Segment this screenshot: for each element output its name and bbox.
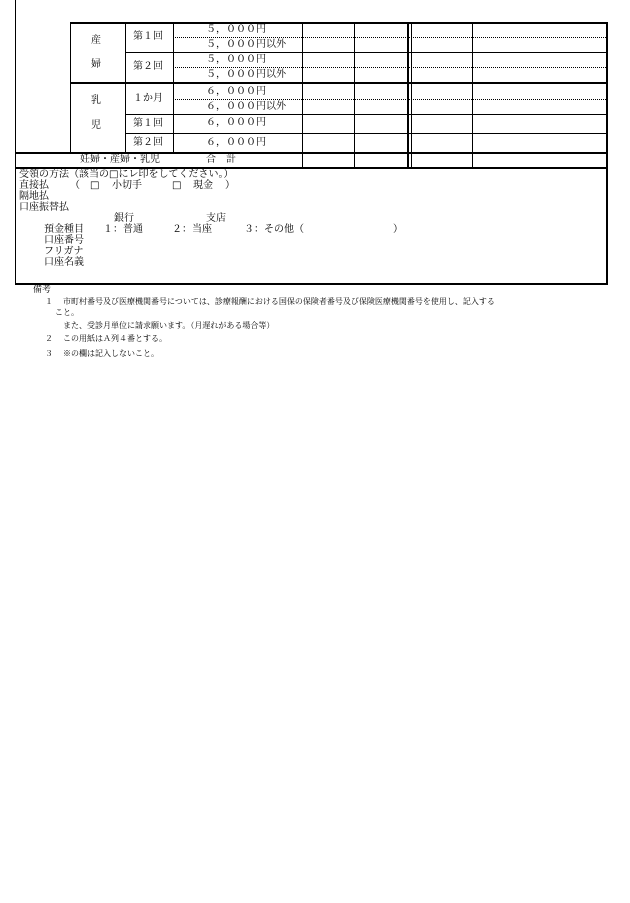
bank-label: 銀行	[114, 213, 134, 224]
account-name-label: 口座名義	[44, 257, 84, 268]
direct-payment-label: 直接払	[19, 180, 49, 191]
note-number: １	[45, 297, 53, 306]
cash-checkbox[interactable]: □	[172, 180, 182, 191]
paren-open: （	[70, 180, 80, 191]
row-line-nyuji-1	[125, 114, 606, 115]
notes-heading: 備考	[33, 285, 52, 295]
visit-label: 第１回	[133, 118, 163, 129]
sub-row-divider	[173, 37, 606, 38]
row-line-sanpu-end	[70, 82, 608, 84]
note-1-text-continued: こと。	[55, 308, 79, 317]
amount-label: ５，０００円以外	[206, 69, 286, 80]
nyuji-label-bottom: 児	[91, 120, 101, 131]
visit-label: 第２回	[133, 137, 163, 148]
check-checkbox[interactable]: □	[90, 180, 100, 191]
row-line-sanpu-mid	[125, 52, 606, 53]
col-line-3	[407, 22, 409, 168]
account-type-label: 預金種目	[44, 224, 84, 235]
col-line-5	[472, 22, 473, 168]
col-line-1	[302, 22, 303, 168]
cash-label: 現金	[193, 180, 213, 191]
sanpu-label-top: 産	[91, 35, 101, 46]
amount-label: ５，０００円	[206, 54, 266, 65]
remote-payment-label: 隔地払	[19, 191, 49, 202]
note-number: ３	[45, 349, 53, 358]
row-line-top	[70, 22, 608, 24]
amount-label: ５，０００円	[206, 24, 266, 35]
row-line-box-bottom	[15, 283, 608, 285]
col-line-category	[70, 22, 71, 153]
note-number: ２	[45, 334, 53, 343]
transfer-payment-label: 口座振替払	[19, 202, 69, 213]
account-type-current: ２：当座	[172, 224, 212, 235]
total-label: 妊婦・産婦・乳児	[80, 154, 160, 165]
note-1-text-extra: また、受診月単位に請求願います。（月遅れがある場合等）	[63, 321, 275, 330]
account-type-ordinary: １：普通	[103, 224, 143, 235]
branch-label: 支店	[206, 213, 226, 224]
account-number-label: 口座番号	[44, 235, 84, 246]
account-type-other: ３：その他（	[244, 224, 304, 235]
col-line-4	[411, 22, 412, 168]
sub-row-divider	[173, 99, 606, 100]
note-2-text: この用紙はＡ列４番とする。	[63, 334, 167, 343]
furigana-label: フリガナ	[44, 246, 84, 257]
visit-label: １か月	[133, 93, 163, 104]
sanpu-label-bottom: 婦	[91, 59, 101, 70]
amount-label: ６，０００円	[206, 86, 266, 97]
table-border-left	[15, 0, 16, 284]
nyuji-label-top: 乳	[91, 95, 101, 106]
amount-label: ６，０００円以外	[206, 101, 286, 112]
row-line-nyuji-2	[125, 133, 606, 134]
amount-label: ５，０００円以外	[206, 39, 286, 50]
receipt-method-title: 受領の方法（該当の□にレ印をしてください。）	[19, 169, 234, 180]
sub-row-divider	[173, 67, 606, 68]
total-sum-label: 合 計	[206, 154, 236, 165]
paren-close: ）	[225, 180, 235, 191]
check-label: 小切手	[112, 180, 142, 191]
col-line-2	[354, 22, 355, 168]
amount-label: ６，０００円	[206, 137, 266, 148]
amount-label: ６，０００円	[206, 117, 266, 128]
account-type-other-close: ）	[393, 224, 403, 235]
visit-label: 第２回	[133, 61, 163, 72]
note-1-text: 市町村番号及び医療機関番号については、診療報酬における国保の保険者番号及び保険医療機関番号を使用し、記入する	[63, 297, 495, 306]
visit-label: 第１回	[133, 31, 163, 42]
note-3-text: ※の欄は記入しないこと。	[63, 349, 159, 358]
